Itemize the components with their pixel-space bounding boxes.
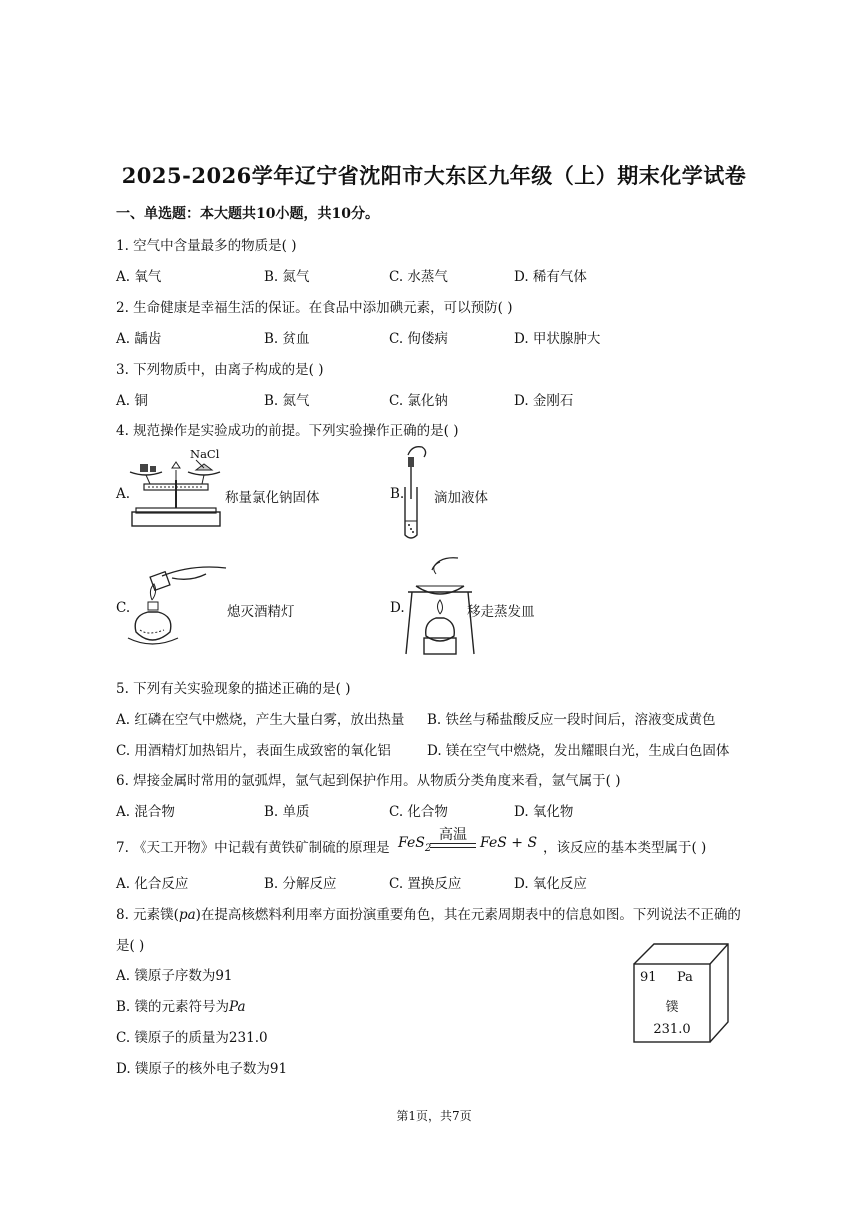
q2-option-d: D. 甲状腺肿大 bbox=[514, 331, 601, 347]
q8-option-b: B. 镤的元素符号为Pa bbox=[116, 999, 246, 1015]
q3-option-c: C. 氯化钠 bbox=[389, 393, 448, 409]
q4-option-a-caption: 称量氯化钠固体 bbox=[225, 490, 320, 506]
element-atomic-mass: 231.0 bbox=[653, 1022, 691, 1037]
nacl-figure-label: NaCl bbox=[190, 447, 220, 461]
q1-option-a: A. 氧气 bbox=[116, 269, 162, 285]
q4-option-c-caption: 熄灭酒精灯 bbox=[227, 604, 295, 620]
q2-option-a: A. 龋齿 bbox=[116, 331, 162, 347]
q5-option-b: B. 铁丝与稀盐酸反应一段时间后，溶液变成黄色 bbox=[427, 712, 716, 728]
q6-option-d: D. 氧化物 bbox=[514, 804, 574, 820]
q6-option-a: A. 混合物 bbox=[116, 804, 175, 820]
q6-option-c: C. 化合物 bbox=[389, 804, 448, 820]
question-7-stem-suffix: ，该反应的基本类型属于( ) bbox=[543, 840, 707, 856]
section-heading: 一、单选题：本大题共10小题，共10分。 bbox=[116, 206, 379, 222]
element-atomic-number: 91 bbox=[640, 970, 657, 985]
q4-option-a-letter: A. bbox=[116, 486, 131, 502]
q7-reactant: FeS$_2$ bbox=[398, 835, 432, 854]
question-4-stem: 4. 规范操作是实验成功的前提。下列实验操作正确的是( ) bbox=[116, 423, 459, 439]
question-5-stem: 5. 下列有关实验现象的描述正确的是( ) bbox=[116, 681, 351, 697]
q7-reaction-condition: 高温 bbox=[439, 827, 467, 843]
q5-option-d: D. 镁在空气中燃烧，发出耀眼白光，生成白色固体 bbox=[427, 743, 730, 759]
q7-option-c: C. 置换反应 bbox=[389, 876, 462, 892]
q7-option-b: B. 分解反应 bbox=[264, 876, 337, 892]
question-6-stem: 6. 焊接金属时常用的氩弧焊，氩气起到保护作用。从物质分类角度来看，氩气属于( ) bbox=[116, 773, 621, 789]
question-2-stem: 2. 生命健康是幸福生活的保证。在食品中添加碘元素，可以预防( ) bbox=[116, 300, 513, 316]
question-3-stem: 3. 下列物质中，由离子构成的是( ) bbox=[116, 362, 324, 378]
page-footer: 第1页，共7页 bbox=[396, 1109, 472, 1123]
q5-option-a: A. 红磷在空气中燃烧，产生大量白雾，放出热量 bbox=[116, 712, 405, 728]
question-1-stem: 1. 空气中含量最多的物质是( ) bbox=[116, 238, 297, 254]
q8-option-c: C. 镤原子的质量为231.0 bbox=[116, 1030, 268, 1046]
q1-option-d: D. 稀有气体 bbox=[514, 269, 587, 285]
page-title: 2025-2026学年辽宁省沈阳市大东区九年级（上）期末化学试卷 bbox=[121, 163, 747, 188]
q1-option-b: B. 氮气 bbox=[264, 269, 310, 285]
element-symbol: Pa bbox=[677, 970, 693, 985]
q2-option-c: C. 佝偻病 bbox=[389, 331, 448, 347]
question-7-stem-prefix: 7. 《天工开物》中记载有黄铁矿制硫的原理是 bbox=[116, 840, 390, 856]
q8-option-a: A. 镤原子序数为91 bbox=[116, 968, 233, 984]
question-8-stem-line2: 是( ) bbox=[116, 938, 145, 954]
q6-option-b: B. 单质 bbox=[264, 804, 310, 820]
q4-option-d-caption: 移走蒸发皿 bbox=[467, 604, 535, 620]
dropper-test-tube-illustration bbox=[398, 443, 438, 543]
q3-option-d: D. 金刚石 bbox=[514, 393, 574, 409]
q3-option-b: B. 氮气 bbox=[264, 393, 310, 409]
q4-option-b-caption: 滴加液体 bbox=[434, 490, 488, 506]
question-8-stem: 8. 元素镤(pa)在提高核燃料利用率方面扮演重要角色，其在元素周期表中的信息如图。下列说法不正确的 bbox=[116, 907, 741, 923]
element-name: 镤 bbox=[665, 1000, 679, 1015]
q7-products: FeS + S bbox=[480, 835, 538, 851]
q4-option-c-letter: C. bbox=[116, 600, 131, 616]
alcohol-lamp-extinguish-illustration bbox=[122, 556, 234, 652]
q4-option-b-letter: B. bbox=[390, 486, 405, 502]
q7-option-a: A. 化合反应 bbox=[116, 876, 189, 892]
q2-option-b: B. 贫血 bbox=[264, 331, 310, 347]
q8-option-d: D. 镤原子的核外电子数为91 bbox=[116, 1061, 288, 1077]
q4-option-d-letter: D. bbox=[390, 600, 405, 616]
q3-option-a: A. 铜 bbox=[116, 393, 148, 409]
q5-option-c: C. 用酒精灯加热铝片，表面生成致密的氧化铝 bbox=[116, 743, 391, 759]
q1-option-c: C. 水蒸气 bbox=[389, 269, 448, 285]
q7-option-d: D. 氧化反应 bbox=[514, 876, 587, 892]
